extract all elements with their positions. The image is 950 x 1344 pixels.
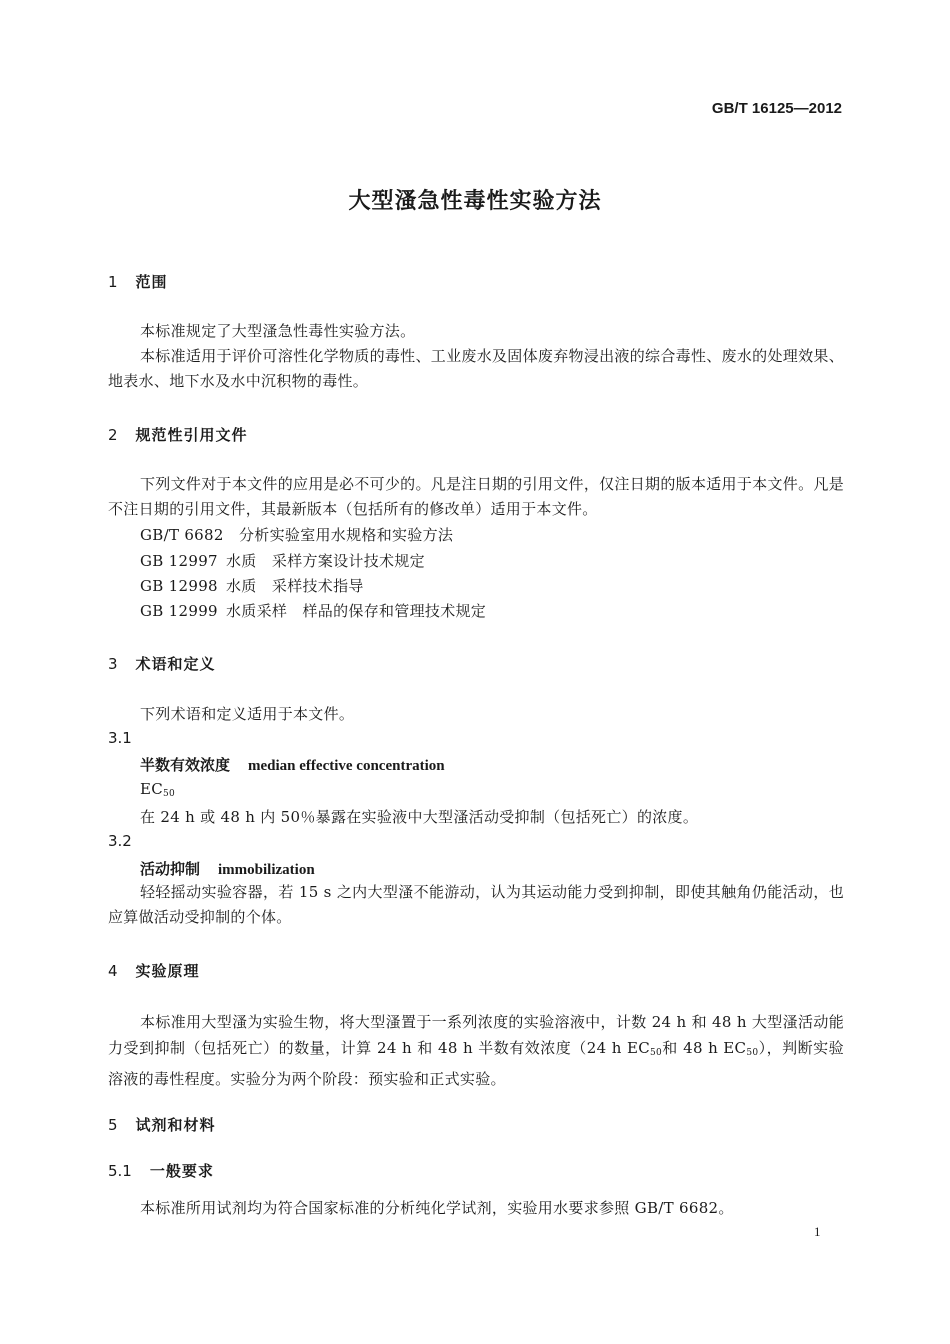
section-number: 2 bbox=[108, 426, 118, 444]
term-number: 3.1 bbox=[108, 729, 132, 747]
abbreviation-subscript: 50 bbox=[163, 789, 176, 799]
subsection-5-1-heading bbox=[108, 1160, 214, 1181]
text-run: 和 48 h EC bbox=[662, 1039, 747, 1057]
term-english: median effective concentration bbox=[248, 758, 445, 774]
reference-item bbox=[140, 524, 453, 545]
standard-number: GB/T 16125—2012 bbox=[711, 100, 842, 117]
section-title: 规范性引用文件 bbox=[135, 426, 248, 444]
reference-title: 分析实验室用水规格和实验方法 bbox=[239, 526, 454, 544]
term-chinese: 活动抑制 bbox=[140, 860, 201, 878]
text-run: ），判断实验溶液的毒性程度。实验分为两个阶段：预实验和正式实验。 bbox=[108, 1039, 844, 1088]
subsection-number: 5.1 bbox=[108, 1162, 132, 1180]
reference-title: 水质 采样方案设计技术规定 bbox=[226, 552, 425, 570]
reference-code: GB 12998 bbox=[140, 577, 218, 595]
reference-item bbox=[140, 575, 364, 596]
page-number: 1 bbox=[814, 1224, 821, 1239]
section-title: 实验原理 bbox=[135, 962, 200, 980]
reference-code: GB 12997 bbox=[140, 552, 218, 570]
section-title: 试剂和材料 bbox=[135, 1116, 216, 1134]
section-4-heading bbox=[108, 960, 200, 981]
section-3-heading bbox=[108, 653, 216, 674]
section-number: 5 bbox=[108, 1116, 118, 1134]
term-definition: 轻轻摇动实验容器，若 15 s 之内大型溞不能游动，认为其运动能力受到抑制，即使其触角仍能活动，也应算做活动受抑制的个体。 bbox=[108, 883, 844, 926]
reference-title: 水质 采样技术指导 bbox=[226, 577, 364, 595]
term-abbreviation bbox=[140, 780, 175, 799]
paragraph: 下列术语和定义适用于本文件。 bbox=[140, 705, 355, 723]
section-2-heading bbox=[108, 424, 248, 445]
section-title: 术语和定义 bbox=[135, 655, 216, 673]
section-number: 4 bbox=[108, 962, 118, 980]
term-number: 3.2 bbox=[108, 832, 132, 850]
section-number: 3 bbox=[108, 655, 118, 673]
term-chinese: 半数有效浓度 bbox=[140, 756, 231, 774]
subsection-title: 一般要求 bbox=[149, 1162, 214, 1180]
reference-item bbox=[140, 550, 425, 571]
page-title: 大型溞急性毒性实验方法 bbox=[348, 189, 602, 214]
term-english: immobilization bbox=[218, 862, 315, 878]
paragraph: 本标准规定了大型溞急性毒性实验方法。 bbox=[140, 322, 416, 340]
term-definition: 在 24 h 或 48 h 内 50％暴露在实验液中大型溞活动受抑制（包括死亡）的浓度。 bbox=[140, 808, 699, 826]
subscript: 50 bbox=[746, 1048, 759, 1058]
paragraph: 本标准适用于评价可溶性化学物质的毒性、工业废水及固体废弃物浸出液的综合毒性、废水的处理效果、地表水、地下水及水中沉积物的毒性。 bbox=[108, 347, 844, 390]
subscript: 50 bbox=[650, 1048, 663, 1058]
reference-item bbox=[140, 600, 486, 621]
paragraph: 本标准所用试剂均为符合国家标准的分析纯化学试剂，实验用水要求参照 GB/T 6682。 bbox=[140, 1199, 734, 1217]
section-5-heading bbox=[108, 1114, 216, 1135]
paragraph bbox=[108, 1009, 844, 1092]
paragraph: 下列文件对于本文件的应用是必不可少的。凡是注日期的引用文件，仅注日期的版本适用于本文件。凡是不注日期的引用文件，其最新版本（包括所有的修改单）适用于本文件。 bbox=[108, 475, 844, 518]
term-heading bbox=[140, 858, 315, 879]
section-1-heading bbox=[108, 271, 168, 292]
reference-title: 水质采样 样品的保存和管理技术规定 bbox=[226, 602, 487, 620]
reference-code: GB/T 6682 bbox=[140, 526, 224, 544]
reference-code: GB 12999 bbox=[140, 602, 218, 620]
section-title: 范围 bbox=[135, 273, 168, 291]
abbreviation-text: EC bbox=[140, 780, 164, 798]
term-heading bbox=[140, 754, 445, 775]
text-run: 本标准用大型溞为实验生物，将大型溞置于一系列浓度的实验溶液中，计数 24 h 和 48 h 大型溞活动能力受到抑制（包括死亡）的数量，计算 24 h 和 48 h 半数有效浓度（24 h EC bbox=[108, 1013, 844, 1057]
section-number: 1 bbox=[108, 273, 118, 291]
